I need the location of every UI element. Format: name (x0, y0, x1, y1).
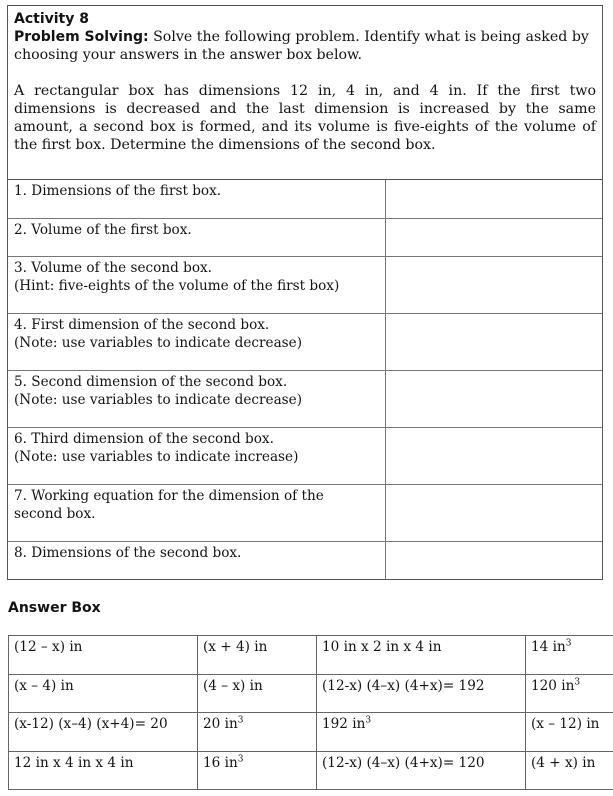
question-text (8, 256, 385, 313)
unit-exponent: 3 (565, 638, 572, 649)
answer-field[interactable] (385, 427, 602, 484)
answer-box-row (9, 674, 613, 713)
question-line: 3. Volume of the second box. (14, 259, 212, 276)
instruction-label: Problem Solving: (14, 29, 149, 45)
question-row (8, 218, 602, 256)
answer-choice-text: 16 in (203, 754, 238, 771)
answer-choice-text: (x – 4) in (14, 677, 74, 694)
answer-choice (9, 751, 198, 790)
instruction (14, 28, 596, 64)
answer-choice-text: (4 + x) in (531, 754, 596, 771)
answer-field[interactable] (385, 218, 602, 256)
question-text (8, 313, 385, 370)
activity-box (7, 5, 603, 580)
answer-choice (526, 751, 613, 790)
question-row (8, 427, 602, 484)
answer-choice-text: (12 – x) in (14, 639, 83, 655)
answer-choice-text: (x-12) (x–4) (x+4)= 20 (14, 716, 168, 732)
answer-choice-text: (x – 12) in (531, 716, 600, 732)
question-line: 5. Second dimension of the second box. (14, 373, 288, 390)
answer-choice (317, 751, 526, 790)
question-row (8, 313, 602, 370)
question-line: 1. Dimensions of the first box. (14, 183, 222, 199)
answer-choice-text: 10 in x 2 in x 4 in (322, 639, 442, 655)
activity-title: Activity 8 (14, 11, 89, 27)
question-text (8, 180, 385, 218)
question-line: 4. First dimension of the second box. (14, 316, 270, 333)
answer-choice (198, 674, 317, 713)
answer-choice (9, 674, 198, 713)
answer-choice (9, 636, 198, 675)
question-line: 2. Volume of the first box. (14, 221, 192, 238)
answer-choice-text: (x + 4) in (203, 639, 268, 655)
answer-choice-text: 20 in (203, 716, 238, 732)
question-row (8, 180, 602, 218)
answer-box-row (9, 751, 613, 790)
answer-choice (198, 751, 317, 790)
question-line: second box. (14, 505, 96, 522)
answer-choice-text: 12 in x 4 in x 4 in (14, 754, 134, 771)
question-text (8, 427, 385, 484)
unit-exponent: 3 (574, 676, 581, 687)
answer-box-row (9, 713, 613, 752)
question-line: (Note: use variables to indicate decrease) (14, 391, 303, 408)
answer-choice-text: 120 in (531, 677, 575, 694)
answer-field[interactable] (385, 541, 602, 579)
answer-choice-text: (12-x) (4–x) (4+x)= 192 (322, 677, 485, 694)
answer-choice (198, 636, 317, 675)
unit-exponent: 3 (237, 715, 244, 726)
question-text (8, 484, 385, 541)
question-line: (Note: use variables to indicate decrease) (14, 334, 303, 351)
question-line: 7. Working equation for the dimension of the (14, 487, 324, 504)
question-text (8, 370, 385, 427)
question-row (8, 541, 602, 579)
answer-box-row (9, 636, 613, 675)
answer-box-table (8, 635, 613, 790)
instruction-text: Solve the following problem. Identify what is being asked by choosing your answers in the answer box below. (14, 29, 589, 63)
answer-choice-text: (12-x) (4–x) (4+x)= 120 (322, 754, 485, 771)
answer-field[interactable] (385, 256, 602, 313)
problem-statement: A rectangular box has dimensions 12 in, 4 in, and 4 in. If the first two dimensions is decreased and the last dimension is increased by the same amount, a second box is formed, and its volume is five-eights of the volume of the first box. Determine the dimensions of the second box. (14, 83, 596, 153)
answer-field[interactable] (385, 484, 602, 541)
answer-choice (317, 713, 526, 752)
unit-exponent: 3 (237, 753, 244, 764)
question-row (8, 256, 602, 313)
answer-choice (526, 636, 613, 675)
answer-choice-text: 14 in (531, 639, 566, 655)
answer-choice (526, 713, 613, 752)
answer-box-title: Answer Box (8, 600, 101, 616)
unit-exponent: 3 (365, 715, 372, 726)
answer-field[interactable] (385, 313, 602, 370)
question-line: (Note: use variables to indicate increase) (14, 448, 299, 465)
question-text (8, 541, 385, 579)
answer-choice-text: (4 – x) in (203, 677, 263, 694)
question-row (8, 370, 602, 427)
answer-field[interactable] (385, 180, 602, 218)
question-row (8, 484, 602, 541)
question-line: 8. Dimensions of the second box. (14, 544, 242, 561)
answer-choice (317, 636, 526, 675)
question-line: 6. Third dimension of the second box. (14, 430, 274, 447)
question-text (8, 218, 385, 256)
questions-table (8, 180, 602, 579)
answer-choice (9, 713, 198, 752)
activity-header (8, 6, 602, 180)
answer-field[interactable] (385, 370, 602, 427)
answer-choice (526, 674, 613, 713)
answer-choice (317, 674, 526, 713)
answer-choice-text: 192 in (322, 716, 366, 732)
answer-choice (198, 713, 317, 752)
question-line: (Hint: five-eights of the volume of the first box) (14, 277, 340, 294)
